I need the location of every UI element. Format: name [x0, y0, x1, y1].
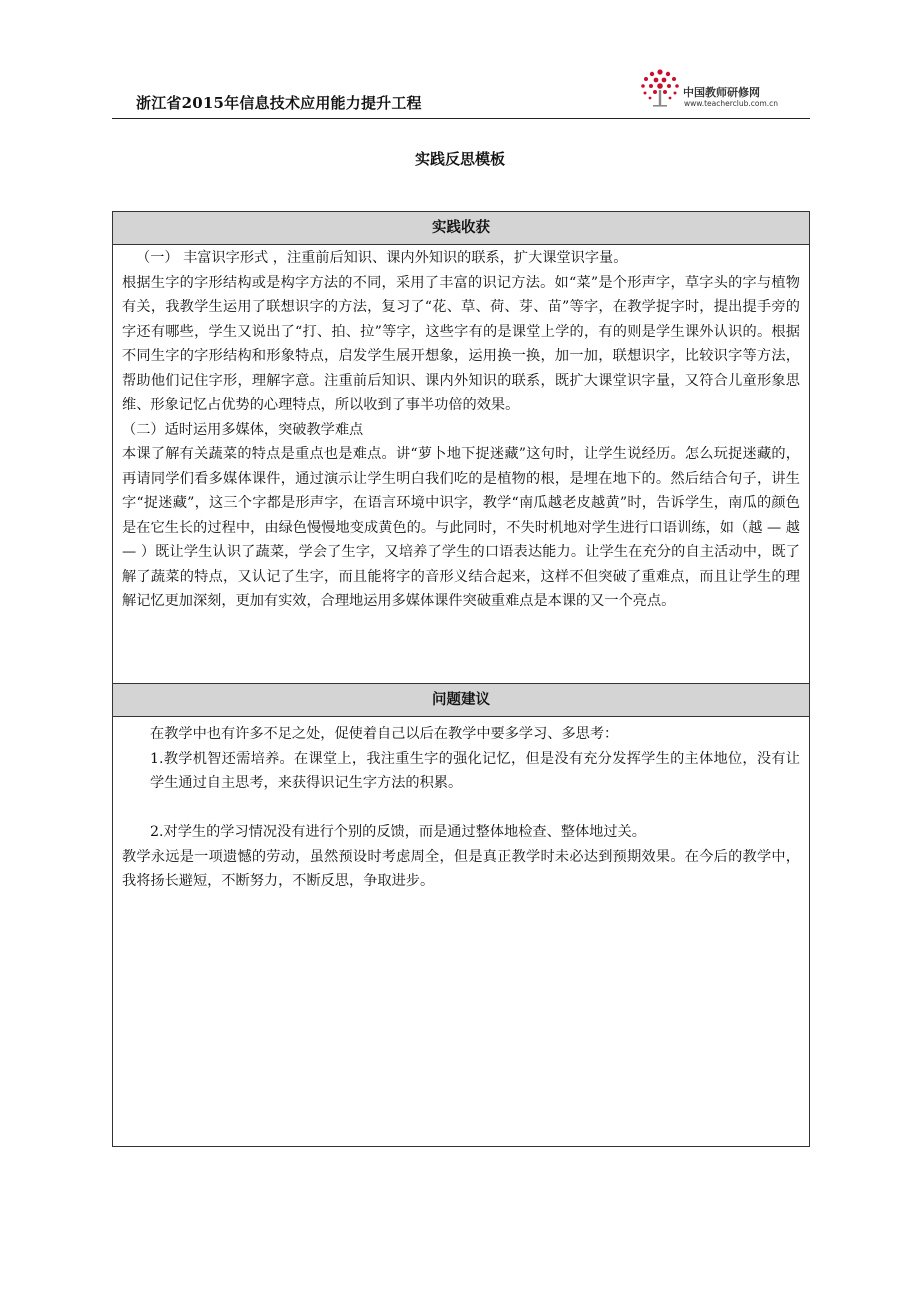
logo-icon — [637, 66, 683, 112]
header-title: 浙江省2015年信息技术应用能力提升工程 — [136, 94, 422, 112]
gains-paragraph: （二）适时运用多媒体，突破教学难点 — [122, 421, 364, 438]
gains-heading: 实践收获 — [113, 212, 809, 245]
logo-name: 中国教师研修网 — [683, 86, 760, 99]
gains-paragraph: 根据生字的字形结构或是构字方法的不同，采用了丰富的识记方法。如“菜”是个形声字，草字头的字与植物有关，我教学生运用了联想识字的方法，复习了“花、草、荷、芽、苗”等字，在教学捉字时，提出提手旁的字还有哪些，学生又说出了“打、拍、拉”等字，这些字有的是课堂上学的，有的则是学生课外认识的。根据不同生字的字形结构和形象特点，启发学生展开想象，运用换一换，加一加，联想识字，比较识字等方法，帮助他们记住字形，理解字意。注重前后知识、课内外知识的联系，既扩大课堂识字量，又符合儿童形象思维、形象记忆占优势的心理特点，所以收到了事半功倍的效果。 — [122, 274, 800, 413]
site-logo — [637, 64, 792, 112]
gains-paragraph: 本课了解有关蔬菜的特点是重点也是难点。讲“萝卜地下捉迷藏”这句时，让学生说经历。怎么玩捉迷藏的，再请同学们看多媒体课件，通过演示让学生明白我们吃的是植物的根，是埋在地下的。然后结合句子，讲生字“捉迷藏”，这三个字都是形声字，在语言环境中识字，教学“南瓜越老皮越黄”时，告诉学生，南瓜的颜色是在它生长的过程中，由绿色慢慢地变成黄色的。与此同时，不失时机地对学生进行口语训练，如（越 — 越 — ）既让学生认识了蔬菜，学会了生字，又培养了学生的口语表达能力。让学生在充分的自主活动中，既了解了蔬菜的特点，又认记了生字，而且能将字的音形义结合起来，这样不但突破了重难点，而且让学生的理解记忆更加深刻，更加有实效，合理地运用多媒体课件突破重难点是本课的又一个亮点。 — [122, 446, 800, 609]
issues-heading: 问题建议 — [113, 683, 809, 717]
paragraph-spacer — [122, 796, 800, 821]
issues-paragraph: 教学永远是一项遗憾的劳动，虽然预设时考虑周全，但是真正教学时未必达到预期效果。在今后的教学中，我将扬长避短，不断努力，不断反思，争取进步。 — [122, 848, 800, 889]
gains-content — [122, 246, 800, 614]
issues-paragraph: 在教学中也有许多不足之处，促使着自己以后在教学中要多学习、多思考： — [150, 726, 619, 742]
gains-paragraph: （一） 丰富识字形式 ，注重前后知识、课内外知识的联系，扩大课堂识字量。 — [136, 250, 628, 266]
logo-url: www.teacherclub.com.cn — [684, 99, 779, 108]
issues-paragraph: 1.教学机智还需培养。在课堂上，我注重生字的强化记忆，但是没有充分发挥学生的主体地位，没有让学生通过自主思考，来获得识记生字方法的积累。 — [150, 750, 800, 791]
document-title: 实践反思模板 — [414, 150, 505, 168]
page-header — [112, 62, 810, 119]
reflection-table — [112, 211, 810, 1147]
issues-paragraph: 2.对学生的学习情况没有进行个别的反馈，而是通过整体地检查、整体地过关。 — [150, 824, 646, 840]
issues-content — [122, 722, 800, 894]
